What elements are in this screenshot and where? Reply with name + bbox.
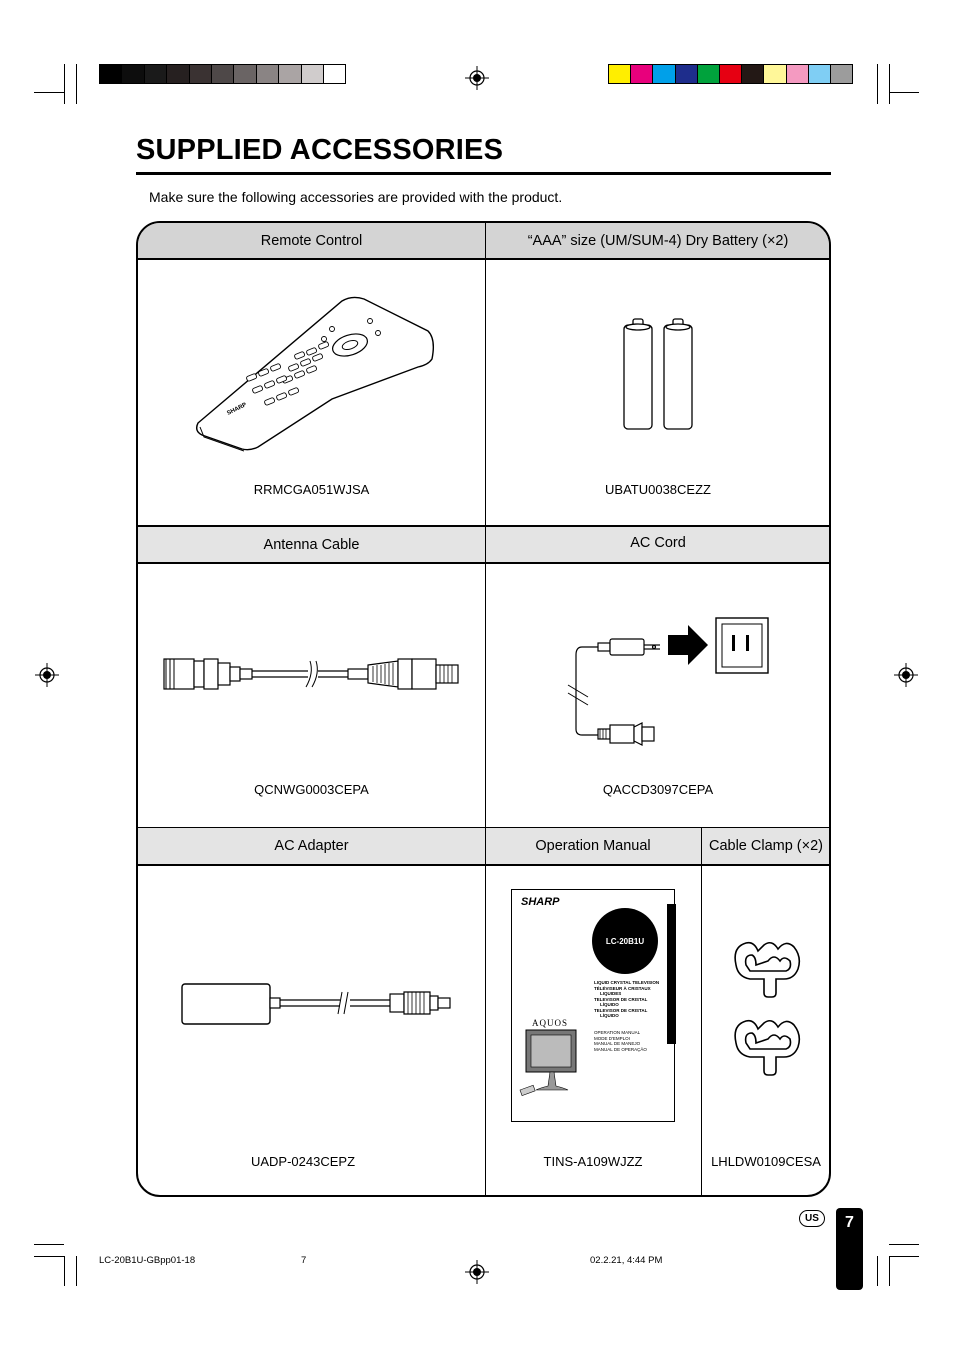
- region-badge: US: [799, 1210, 825, 1227]
- manual-language-list: OPERATION MANUAL MODE D'EMPLOI MANUAL DE MANEJO MANUAL DE OPERAÇÃO: [594, 1030, 647, 1052]
- calibration-swatch: [697, 64, 720, 84]
- page-title: SUPPLIED ACCESSORIES: [136, 134, 504, 166]
- manual-brand: SHARP: [521, 896, 560, 908]
- header-antenna-cable: Antenna Cable: [138, 525, 485, 564]
- calibration-swatch: [786, 64, 809, 84]
- calibration-swatch: [608, 64, 631, 84]
- part-code-battery: UBATU0038CEZZ: [605, 482, 711, 497]
- title-rule: [136, 172, 831, 175]
- part-code-ac-cord: QACCD3097CEPA: [602, 782, 714, 797]
- part-code-clamp: LHLDW0109CESA: [711, 1154, 821, 1169]
- intro-text: Make sure the following accessories are provided with the product.: [149, 189, 563, 205]
- header-ac-cord: AC Cord: [485, 525, 831, 564]
- calibration-swatch: [189, 64, 212, 84]
- header-cable-clamp: Cable Clamp (×2): [701, 827, 831, 866]
- header-battery: “AAA” size (UM/SUM-4) Dry Battery (×2): [485, 223, 831, 260]
- part-code-manual: TINS-A109WJZZ: [543, 1154, 643, 1169]
- page-number-tab: [836, 1208, 863, 1290]
- page-number: 7: [845, 1214, 854, 1231]
- calibration-swatch: [323, 64, 346, 84]
- part-code-adapter: UADP-0243CEPZ: [250, 1154, 356, 1169]
- calibration-swatch: [256, 64, 279, 84]
- ac-cord-illustration: [568, 615, 768, 745]
- remote-brand-label: SHARP: [226, 402, 248, 417]
- part-code-antenna: QCNWG0003CEPA: [254, 782, 369, 797]
- footer-file: LC-20B1U-GBpp01-18: [99, 1255, 196, 1266]
- column-divider: [485, 223, 486, 1197]
- calibration-swatch: [211, 64, 234, 84]
- part-code-remote: RRMCGA051WJSA: [253, 482, 370, 497]
- manual-model: LC-20B1U: [605, 936, 645, 946]
- calibration-swatch: [301, 64, 324, 84]
- header-remote-control: Remote Control: [138, 223, 485, 260]
- header-ac-adapter: AC Adapter: [138, 827, 485, 866]
- column-divider-sub: [701, 827, 702, 1197]
- calibration-swatch: [652, 64, 675, 84]
- registration-mark-left: [35, 663, 59, 687]
- header-operation-manual: Operation Manual: [485, 827, 701, 866]
- ac-adapter-illustration: [180, 978, 455, 1030]
- registration-mark-top: [465, 66, 489, 90]
- calibration-swatch: [99, 64, 122, 84]
- calibration-swatch: [121, 64, 144, 84]
- footer-timestamp: 02.2.21, 4:44 PM: [590, 1255, 663, 1266]
- calibration-swatch: [741, 64, 764, 84]
- manual-side-tabs: [667, 904, 676, 1044]
- battery-illustration: [620, 315, 700, 435]
- registration-mark-bottom: [465, 1260, 489, 1284]
- antenna-cable-illustration: [158, 653, 463, 695]
- calibration-swatch: [630, 64, 653, 84]
- accessories-table: [136, 221, 831, 1197]
- calibration-swatch: [166, 64, 189, 84]
- manual-aquos-logo: AQUOS: [532, 1018, 569, 1028]
- calibration-swatch: [144, 64, 167, 84]
- calibration-swatch: [763, 64, 786, 84]
- footer-page: 7: [301, 1255, 307, 1266]
- registration-mark-right: [894, 663, 918, 687]
- manual-illustration: [511, 889, 675, 1122]
- remote-control-illustration: [192, 295, 442, 451]
- manual-title-block: LIQUID CRYSTAL TELEVISION TÉLÉVISEUR À CRISTAUX LIQUIDES TELEVISOR DE CRISTAL LÍQUIDO TELEVISOR DE CRISTAL LÍQUIDO: [594, 980, 660, 1018]
- manual-model-badge: [592, 908, 658, 974]
- calibration-swatch: [808, 64, 831, 84]
- cable-clamp-illustration: [728, 935, 804, 1095]
- calibration-swatch: [278, 64, 301, 84]
- calibration-swatch: [719, 64, 742, 84]
- calibration-swatch: [830, 64, 853, 84]
- calibration-swatch: [675, 64, 698, 84]
- calibration-swatch: [233, 64, 256, 84]
- manual-tv-image: [520, 1030, 582, 1100]
